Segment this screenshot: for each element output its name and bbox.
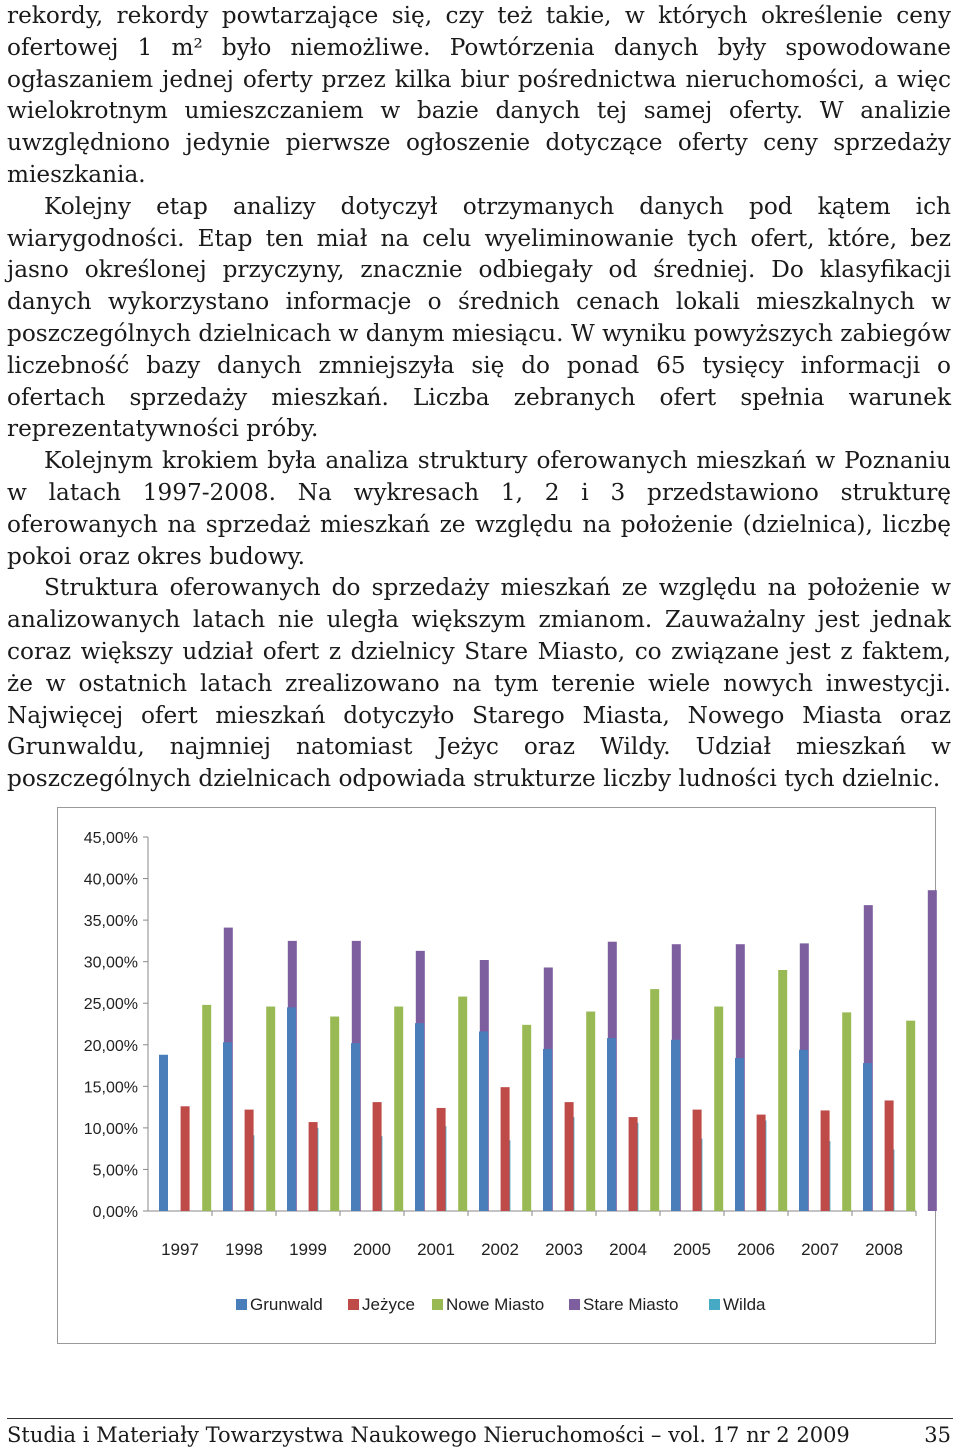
y-tick-label: 0,00% [92,1204,138,1221]
legend-swatch [236,1299,247,1310]
bar-grunwald [543,1049,552,1211]
bar-jeżyce [437,1108,446,1211]
x-tick-label: 2002 [481,1240,519,1259]
bar-jeżyce [181,1106,190,1211]
y-tick-label: 45,00% [83,830,138,847]
y-tick-label: 10,00% [83,1120,138,1138]
bar-jeżyce [885,1100,894,1211]
bar-grunwald [223,1042,232,1211]
y-tick-label: 5,00% [92,1162,138,1180]
x-tick-label: 2000 [353,1240,391,1259]
bar-nowe-miasto [202,1005,211,1211]
bar-grunwald [863,1063,872,1211]
y-tick-label: 35,00% [83,913,138,931]
bar-jeżyce [501,1087,510,1211]
x-tick-label: 2007 [801,1240,839,1259]
bar-grunwald [799,1050,808,1211]
chart-canvas [58,808,937,1345]
y-tick-label: 20,00% [83,1037,138,1055]
paragraph: Kolejny etap analizy dotyczył otrzymanych danych pod kątem ich wiarygodności. Etap ten miał na celu wyeliminowanie tych ofert, które, bez jasno określonej przyczyny, znacznie odbiegały od średniej. Do klasyfikacji danych wykorzystano informacje o średnich cenach lokali mieszkalnych w poszczególnych dzielnicach w danym miesiącu. W wyniku powyższych zabiegów liczebność bazy danych zmniejszyła się do ponad 65 tysięcy informacji o ofertach sprzedaży mieszkań. Liczba zebranych ofert spełnia warunek reprezentatywności próby. [7,192,951,443]
bar-jeżyce [693,1110,702,1211]
x-tick-label: 1997 [161,1240,199,1259]
y-tick-label: 15,00% [83,1079,138,1097]
bar-nowe-miasto [522,1025,531,1211]
x-tick-label: 2003 [545,1240,583,1259]
legend-label: Wilda [723,1295,766,1314]
footer-rule [7,1418,953,1419]
bar-jeżyce [245,1110,254,1211]
bar-nowe-miasto [714,1007,723,1211]
legend-swatch [569,1299,580,1310]
y-tick-label: 25,00% [83,996,138,1014]
bar-grunwald [479,1031,488,1211]
bar-grunwald [607,1038,616,1211]
bar-nowe-miasto [266,1007,275,1211]
bar-nowe-miasto [330,1017,339,1211]
x-tick-label: 2005 [673,1240,711,1259]
paragraph: Kolejnym krokiem była analiza struktury oferowanych mieszkań w Poznaniu w latach 1997-2008. Na wykresach 1, 2 i 3 przedstawiono strukturę oferowanych na sprzedaż mieszkań ze względu na położenie (dzielnica), liczbę pokoi oraz okres budowy. [7,447,951,570]
bar-jeżyce [757,1115,766,1211]
bar-stare-miasto [928,890,937,1211]
legend-label: Jeżyce [362,1295,415,1314]
x-tick-label: 2001 [417,1240,455,1259]
body-text [7,0,951,795]
x-tick-label: 2004 [609,1240,647,1259]
page-number: 35 [924,1423,951,1447]
bar-jeżyce [565,1102,574,1211]
legend-label: Stare Miasto [583,1295,679,1314]
x-tick-label: 1998 [225,1240,263,1259]
x-tick-label: 2006 [737,1240,775,1259]
y-tick-label: 40,00% [83,871,138,889]
bar-grunwald [671,1040,680,1211]
bar-nowe-miasto [778,970,787,1211]
bar-grunwald [351,1043,360,1211]
paragraph: Struktura oferowanych do sprzedaży mieszkań ze względu na położenie w analizowanych latach nie uległa większym zmianom. Zauważalny jest jednak coraz większy udział ofert z dzielnicy Stare Miasto, co związane jest z faktem, że w ostatnich latach zrealizowano na tym terenie wiele nowych inwestycji. Najwięcej ofert mieszkań dotyczyło Starego Miasta, Nowego Miasta oraz Grunwaldu, najmniej natomiast Jeżyc oraz Wildy. Udział mieszkań w poszczególnych dzielnicach odpowiada strukturze liczby ludności tych dzielnic. [7,574,951,793]
bar-nowe-miasto [906,1021,915,1211]
legend-swatch [709,1299,720,1310]
legend-swatch [432,1299,443,1310]
bar-nowe-miasto [650,989,659,1211]
legend-label: Nowe Miasto [446,1295,545,1314]
x-tick-label: 2008 [865,1240,903,1259]
district-structure-chart [57,807,936,1344]
bar-jeżyce [309,1122,318,1211]
bar-jeżyce [373,1102,382,1211]
paragraph: rekordy, rekordy powtarzające się, czy też takie, w których określenie ceny ofertowej 1 m² było niemożliwe. Powtórzenia danych były spowodowane ogłaszaniem jednej oferty przez kilka biur pośrednictwa nieruchomości, a więc wielokrotnym umieszczaniem w bazie danych tej samej oferty. W analizie uwzględniono jedynie pierwsze ogłoszenie dotyczące oferty ceny sprzedaży mieszkania. [7,2,951,188]
bar-nowe-miasto [586,1012,595,1211]
bar-grunwald [159,1055,168,1211]
bar-grunwald [735,1058,744,1211]
footer-journal: Studia i Materiały Towarzystwa Naukowego Nieruchomości – vol. 17 nr 2 2009 [7,1423,850,1447]
legend-label: Grunwald [250,1295,323,1314]
y-tick-label: 30,00% [83,954,138,972]
legend-swatch [348,1299,359,1310]
x-tick-label: 1999 [289,1240,327,1259]
bar-grunwald [415,1023,424,1211]
bar-nowe-miasto [842,1012,851,1211]
bar-grunwald [287,1007,296,1211]
bar-jeżyce [629,1117,638,1211]
bar-jeżyce [821,1110,830,1211]
bar-nowe-miasto [394,1007,403,1211]
bar-nowe-miasto [458,997,467,1211]
